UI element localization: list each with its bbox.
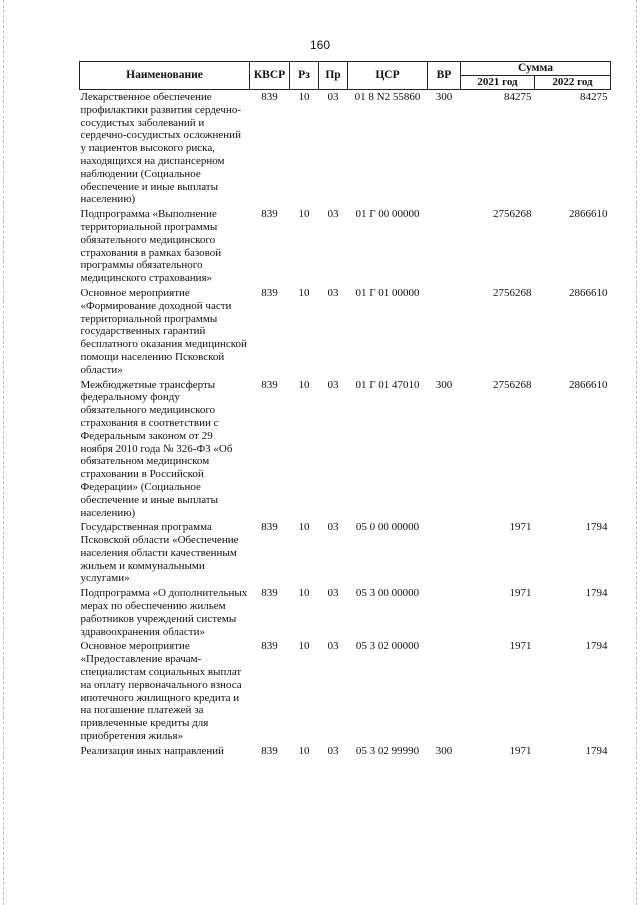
row-kvsr: 839 bbox=[261, 208, 278, 221]
table-row bbox=[80, 586, 611, 639]
row-csr: 05 0 00 00000 bbox=[355, 521, 420, 534]
row-sum-2022: 2866610 bbox=[569, 286, 608, 299]
header-sum: Сумма bbox=[461, 62, 611, 76]
row-kvsr: 839 bbox=[261, 91, 278, 103]
row-sum-2022: 2866610 bbox=[569, 208, 608, 221]
row-name: Подпрограмма «О дополнительных мерах по обеспечению жильем работников учреждений системы здравоохранения области» bbox=[80, 587, 248, 638]
row-sum-2022: 1794 bbox=[585, 640, 608, 653]
row-vr: 300 bbox=[435, 744, 453, 757]
row-sum-2022: 1794 bbox=[585, 521, 608, 534]
row-sum-2021: 2756268 bbox=[493, 286, 532, 299]
row-vr bbox=[428, 586, 461, 639]
header-kvsr: КВСР bbox=[250, 62, 290, 90]
row-vr: 300 bbox=[435, 91, 453, 103]
page-edge-line-right bbox=[636, 0, 637, 905]
row-pr: 03 bbox=[327, 640, 339, 653]
table-row bbox=[80, 378, 611, 521]
row-kvsr: 839 bbox=[261, 521, 278, 534]
table-row bbox=[80, 90, 611, 208]
row-name: Реализация иных направлений bbox=[80, 744, 225, 757]
row-sum-2021: 1971 bbox=[509, 521, 532, 534]
row-rz: 10 bbox=[298, 521, 310, 534]
row-pr: 03 bbox=[327, 208, 339, 221]
row-pr: 03 bbox=[327, 744, 339, 757]
row-pr: 03 bbox=[327, 91, 339, 103]
row-csr: 01 Г 01 47010 bbox=[355, 378, 420, 391]
row-kvsr: 839 bbox=[261, 587, 278, 600]
header-2022: 2022 год bbox=[535, 76, 611, 90]
table-row bbox=[80, 744, 611, 759]
row-csr: 01 Г 00 00000 bbox=[355, 208, 420, 221]
row-vr bbox=[428, 286, 461, 378]
row-sum-2022: 1794 bbox=[585, 744, 608, 757]
row-rz: 10 bbox=[298, 208, 310, 221]
row-pr: 03 bbox=[327, 286, 339, 299]
row-sum-2021: 2756268 bbox=[493, 378, 532, 391]
table-row bbox=[80, 286, 611, 378]
page-number: 160 bbox=[309, 38, 331, 52]
row-name: Государственная программа Псковской области «Обеспечение населения области качественным жильем и коммунальными услугами» bbox=[80, 521, 239, 585]
row-rz: 10 bbox=[298, 744, 310, 757]
row-name: Межбюджетные трансферты федеральному фонду обязательного медицинского страхования в соответствии с Федеральным законом от 29 ноября 2010 года № 326-ФЗ «Об обязательном медицинском страховании в Российской Федерации» (Социальное обеспечение и иные выплаты населению) bbox=[80, 378, 233, 519]
header-rz: Рз bbox=[290, 62, 319, 90]
row-sum-2021: 1971 bbox=[509, 744, 532, 757]
row-csr: 05 3 00 00000 bbox=[355, 587, 420, 600]
row-vr bbox=[428, 207, 461, 286]
header-pr: Пр bbox=[319, 62, 348, 90]
row-vr bbox=[428, 520, 461, 586]
row-csr: 05 3 02 99990 bbox=[355, 744, 420, 757]
row-pr: 03 bbox=[327, 521, 339, 534]
row-kvsr: 839 bbox=[261, 640, 278, 653]
row-csr: 01 Г 01 00000 bbox=[355, 286, 420, 299]
table-row bbox=[80, 520, 611, 586]
row-pr: 03 bbox=[327, 378, 339, 391]
row-rz: 10 bbox=[298, 91, 310, 103]
row-name: Основное мероприятие «Формирование доходной части территориальной программы государственных гарантий бесплатного оказания медицинской помощи населению Псковской области» bbox=[80, 286, 247, 376]
budget-table bbox=[79, 61, 611, 759]
page-edge-line-left bbox=[3, 0, 4, 905]
header-csr: ЦСР bbox=[348, 62, 428, 90]
row-sum-2022: 2866610 bbox=[569, 378, 608, 391]
row-vr: 300 bbox=[435, 378, 453, 391]
row-kvsr: 839 bbox=[261, 286, 278, 299]
table-row bbox=[80, 207, 611, 286]
row-sum-2021: 2756268 bbox=[493, 208, 532, 221]
header-2021: 2021 год bbox=[461, 76, 535, 90]
row-kvsr: 839 bbox=[261, 378, 278, 391]
header-name: Наименование bbox=[80, 62, 250, 90]
table-row bbox=[80, 639, 611, 743]
row-sum-2021: 1971 bbox=[509, 587, 532, 600]
row-rz: 10 bbox=[298, 640, 310, 653]
row-csr: 01 8 N2 55860 bbox=[354, 91, 421, 103]
row-sum-2021: 1971 bbox=[509, 640, 532, 653]
row-sum-2022: 1794 bbox=[585, 587, 608, 600]
row-csr: 05 3 02 00000 bbox=[355, 640, 420, 653]
row-pr: 03 bbox=[327, 587, 339, 600]
row-name: Подпрограмма «Выполнение территориальной программы обязательного медицинского страхования в рамках базовой программы обязательного медицинского страхования» bbox=[80, 208, 222, 285]
row-sum-2022: 84275 bbox=[580, 91, 608, 103]
row-name: Лекарственное обеспечение профилактики развития сердечно-сосудистых заболеваний и сердечно-сосудистых осложнений у пациентов высокого риска, находящихся на диспансерном наблюдении (Социальное обеспечение и иные выплаты населению) bbox=[80, 91, 241, 206]
header-vr: ВР bbox=[428, 62, 461, 90]
row-rz: 10 bbox=[298, 378, 310, 391]
row-sum-2021: 84275 bbox=[504, 91, 532, 103]
row-name: Основное мероприятие «Предоставление врачам-специалистам социальных выплат на оплату первоначального взноса ипотечного жилищного кредита и на погашение платежей за привлеченные кредиты для приобретения жилья» bbox=[80, 640, 242, 743]
row-vr bbox=[428, 639, 461, 743]
row-rz: 10 bbox=[298, 286, 310, 299]
row-kvsr: 839 bbox=[261, 744, 278, 757]
row-rz: 10 bbox=[298, 587, 310, 600]
